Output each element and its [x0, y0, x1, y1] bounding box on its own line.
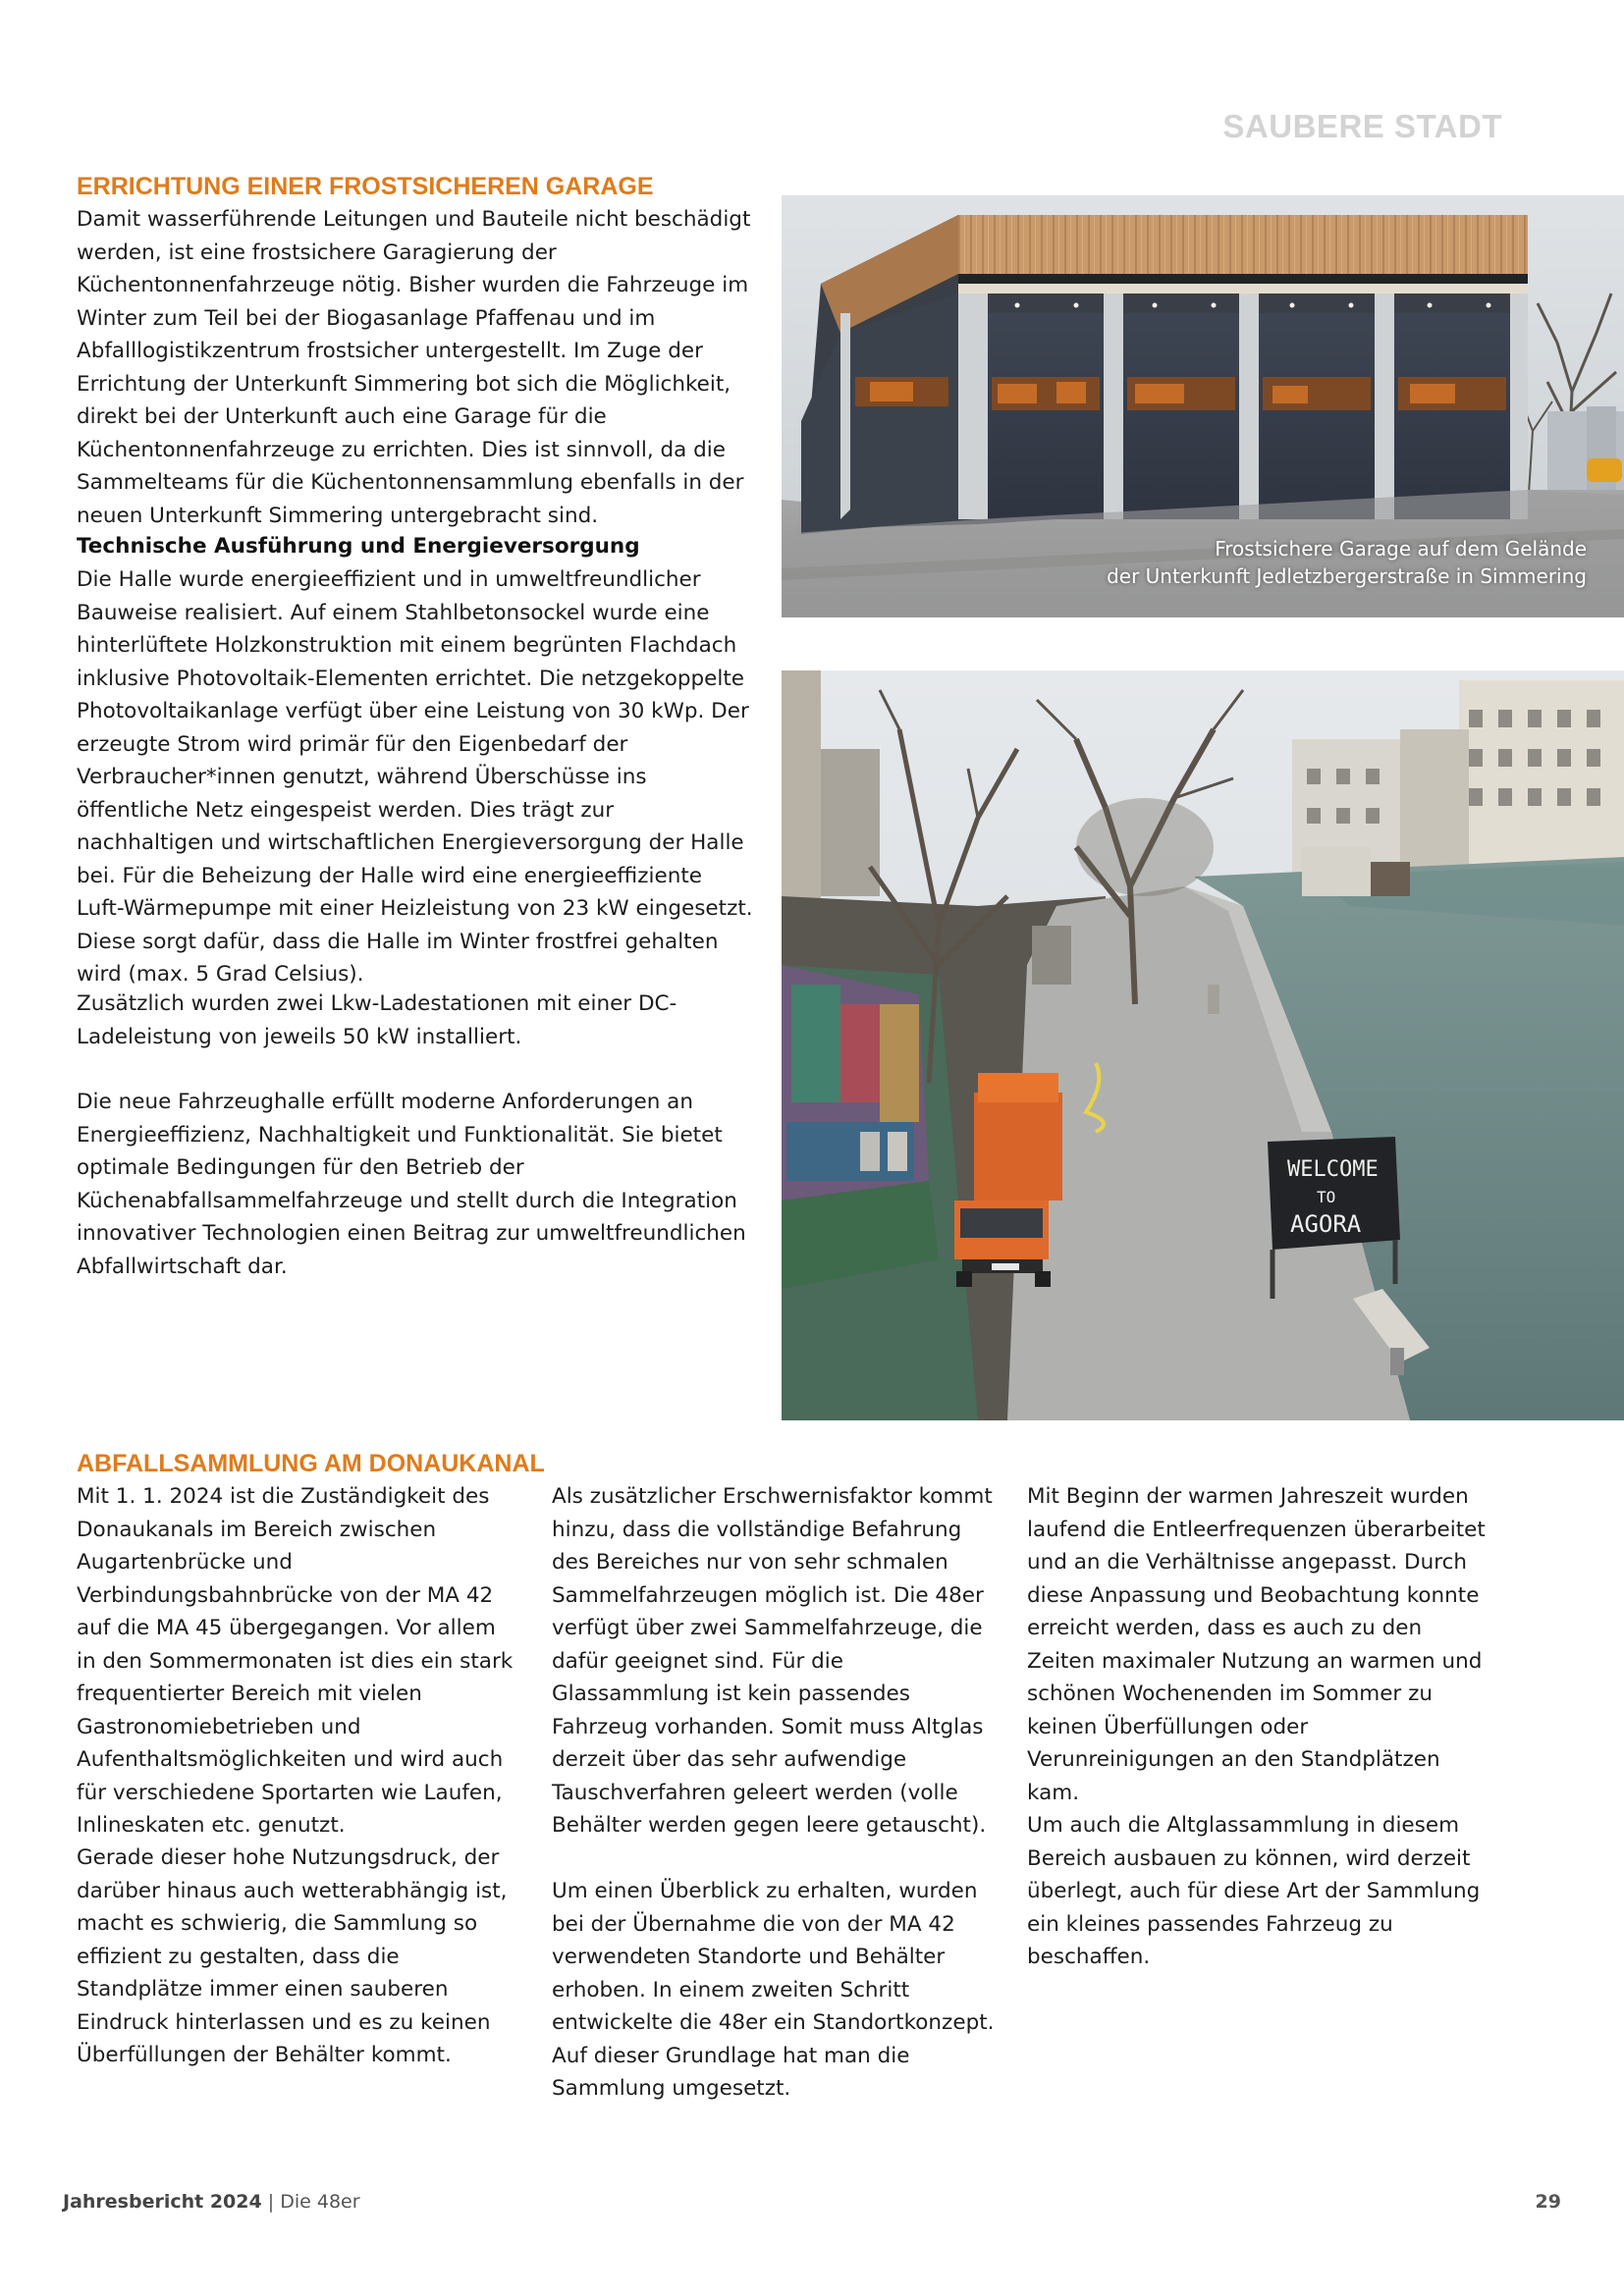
graffiti-wall: [782, 965, 939, 1289]
charging-paragraph: Zusätzlich wurden zwei Lkw-Ladestationen mit einer DC-Ladeleistung von jeweils 50 kW installiert.: [77, 991, 677, 1049]
garage-photo-caption: [1107, 535, 1587, 590]
column3-paragraph1: Mit Beginn der warmen Jahreszeit wurden laufend die Entleerfrequenzen überarbeitet und an die Verhältnisse angepasst. Durch diese Anpassung und Beobachtung konnte erreicht werden, dass es auch zu den Zeiten maximaler Nutzung an warmen und schönen Wochenenden im Sommer zu keinen Überfüllungen oder Verunreinigungen an den Standplätzen kam.: [1027, 1484, 1486, 1805]
column1-paragraph2: Gerade dieser hohe Nutzungsdruck, der darüber hinaus auch wetterabhängig ist, macht es schwierig, die Sammlung so effizient zu gestalten, dass die Standplätze immer einen sauberen Eindruck hinterlassen und es zu keinen Überfüllungen der Behälter kommt.: [77, 1845, 508, 2067]
caption-line-2: der Unterkunft Jedletzbergerstraße in Simmering: [1107, 564, 1587, 588]
footer-org: Die 48er: [280, 2191, 360, 2213]
column2-paragraph2: Um einen Überblick zu erhalten, wurden bei der Übernahme die von der MA 42 verwendeten Standorte und Behälter erhoben. In einem zweiten Schritt entwickelte die 48er ein Standortkonzept. Auf dieser Grundlage hat man die Sammlung umgesetzt.: [552, 1879, 995, 2101]
footer-report-title: Jahresbericht 2024: [63, 2191, 262, 2213]
section-heading-donaukanal: ABFALLSAMMLUNG AM DONAUKANAL: [77, 1450, 545, 1477]
sign-text-welcome: WELCOME: [1287, 1157, 1379, 1182]
technical-paragraph: Die Halle wurde energieeffizient und in umweltfreundlicher Bauweise realisiert. Auf einem Stahlbetonsockel wurde eine hinterlüftete Holzkonstruktion mit einem begrünten Flachdach inklusive Photovoltaik-Elementen errichtet. Die netzgekoppelte Photovoltaikanlage verfügt über eine Leistung von 30 kWp. Der erzeugte Strom wird primär für den Eigenbedarf der Verbraucher*innen genutzt, während Überschüsse ins öffentliche Netz eingespeist werden. Dies trägt zur nachhaltigen und wirtschaftlichen Energieversorgung der Halle bei. Für die Beheizung der Halle wird eine energieeffiziente Luft-Wärmepumpe mit einer Heizleistung von 23 kW eingesetzt. Diese sorgt dafür, dass die Halle im Winter frostfrei gehalten wird (max. 5 Grad Celsius).: [77, 567, 753, 987]
column1-paragraph1: Mit 1. 1. 2024 ist die Zuständigkeit des Donaukanals im Bereich zwischen Augartenbrücke und Verbindungsbahnbrücke von der MA 42 auf die MA 45 übergegangen. Vor allem in den Sommermonaten ist dies ein stark frequentierter Bereich mit vielen Gastronomiebetrieben und Aufenthaltsmöglichkeiten und wird auch für verschiedene Sportarten wie Laufen, Inlineskaten etc. genutzt.: [77, 1484, 514, 1838]
garage-photo: [782, 195, 1624, 617]
section-heading-garage: ERRICHTUNG EINER FROSTSICHEREN GARAGE: [77, 173, 654, 200]
footer-separator: |: [267, 2191, 275, 2213]
sign-text-agora: AGORA: [1290, 1210, 1362, 1238]
column2-paragraph1: Als zusätzlicher Erschwernisfaktor kommt hinzu, dass die vollständige Befahrung des Bereiches nur von sehr schmalen Sammelfahrzeugen möglich ist. Die 48er verfügt über zwei Sammelfahrzeuge, die dafür geeignet sind. Für die Glassammlung ist kein passendes Fahrzeug vorhanden. Somit muss Altglas derzeit über das sehr aufwendige Tauschverfahren geleert werden (volle Behälter werden gegen leere getauscht).: [552, 1484, 993, 1838]
sign-text-to: TO: [1317, 1188, 1336, 1206]
section-tag: SAUBERE STADT: [1222, 108, 1502, 144]
column3-paragraph2: Um auch die Altglassammlung in diesem Bereich ausbauen zu können, wird derzeit überlegt, auch für diese Art der Sammlung ein kleines passendes Fahrzeug zu beschaffen.: [1027, 1813, 1481, 1969]
caption-line-1: Frostsichere Garage auf dem Gelände: [1215, 537, 1587, 561]
page-number: 29: [1535, 2191, 1561, 2213]
technical-subheading: Technische Ausführung und Energieversorgung: [77, 534, 640, 559]
footer-report-info: [63, 2191, 360, 2213]
donaukanal-illustration: [782, 670, 1624, 1420]
garage-intro-paragraph: Damit wasserführende Leitungen und Bauteile nicht beschädigt werden, ist eine frostsichere Garagierung der Küchentonnenfahrzeuge nötig. Bisher wurden die Fahrzeuge im Winter zum Teil bei der Biogasanlage Pfaffenau und im Abfalllogistikzentrum frostsicher untergestellt. Im Zuge der Errichtung der Unterkunft Simmering bot sich die Möglichkeit, direkt bei der Unterkunft auch eine Garage für die Küchentonnenfahrzeuge zu errichten. Dies ist sinnvoll, da die Sammelteams für die Küchentonnensammlung ebenfalls in der neuen Unterkunft Simmering untergebracht sind.: [77, 207, 751, 528]
conclusion-paragraph: Die neue Fahrzeughalle erfüllt moderne Anforderungen an Energieeffizienz, Nachhaltigkeit und Funktionalität. Sie bietet optimale Bedingungen für den Betrieb der Küchenabfallsammelfahrzeuge und stellt durch die Integration innovativer Technologien einen Beitrag zur umweltfreundlichen Abfallwirtschaft dar.: [77, 1090, 746, 1279]
donaukanal-photo: [782, 670, 1624, 1420]
